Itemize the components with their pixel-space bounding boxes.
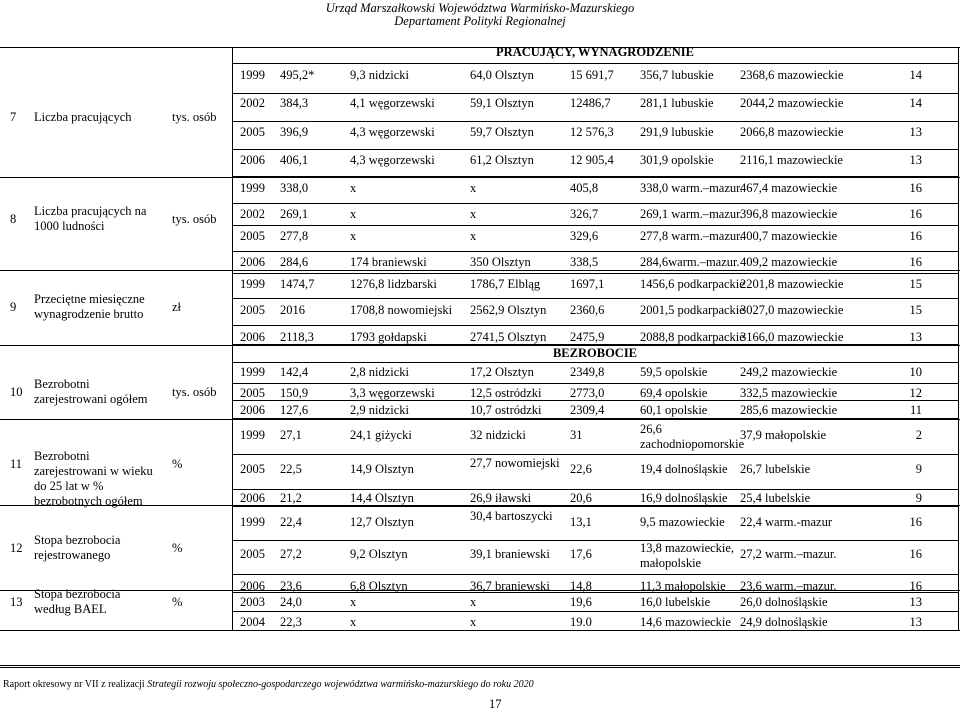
max-county-cell: x <box>470 229 477 243</box>
value-cell: 1474,7 <box>280 277 315 291</box>
min-voivodeship-cell: 281,1 lubuskie <box>640 96 714 110</box>
indicator-number: 13 <box>10 595 23 609</box>
rank-cell: 16 <box>909 255 922 269</box>
row-rule <box>232 176 958 177</box>
value-cell: 142,4 <box>280 365 309 379</box>
min-voivodeship-cell: 16,0 lubelskie <box>640 595 711 609</box>
max-county-cell: 32 nidzicki <box>470 428 526 442</box>
max-county-cell: 30,4 bartoszycki <box>470 509 553 523</box>
min-county-cell: 1708,8 nowomiejski <box>350 303 453 317</box>
min-county-cell: x <box>350 595 357 609</box>
value-cell: 406,1 <box>280 153 309 167</box>
poland-cell: 2309,4 <box>570 403 605 417</box>
indicator-number: 10 <box>10 385 23 399</box>
max-voivodeship-cell: 25,4 lubelskie <box>740 491 811 505</box>
min-voivodeship-cell: 14,6 mazowieckie <box>640 615 731 629</box>
min-county-cell: x <box>350 615 357 629</box>
grid-left-border <box>232 47 233 630</box>
indicator-number: 8 <box>10 212 17 226</box>
min-voivodeship-cell: 277,8 warm.–mazur. <box>640 229 743 243</box>
max-voivodeship-cell: 24,9 dolnośląskie <box>740 615 828 629</box>
row-rule <box>232 149 958 150</box>
year-cell: 2005 <box>240 462 265 476</box>
max-voivodeship-cell: 400,7 mazowieckie <box>740 229 838 243</box>
rank-cell: 10 <box>909 365 922 379</box>
max-county-cell: 10,7 ostródzki <box>470 403 542 417</box>
max-voivodeship-cell: 2116,1 mazowieckie <box>740 153 843 167</box>
section-title-rule <box>232 362 958 363</box>
indicator-name: Bezrobotni zarejestrowani w wieku do 25 lat w % bezrobotnych ogółem <box>34 449 153 508</box>
rank-cell: 15 <box>909 277 922 291</box>
max-county-cell: 61,2 Olsztyn <box>470 153 534 167</box>
poland-cell: 2475,9 <box>570 330 605 344</box>
max-voivodeship-cell: 2044,2 mazowieckie <box>740 96 844 110</box>
year-cell: 1999 <box>240 181 265 195</box>
poland-cell: 405,8 <box>570 181 599 195</box>
indicator-separator <box>0 345 960 346</box>
max-county-cell: 1786,7 Elbląg <box>470 277 541 291</box>
rank-cell: 13 <box>909 330 922 344</box>
row-rule <box>232 383 958 384</box>
row-rule <box>232 93 958 94</box>
min-voivodeship-cell: 13,8 mazowieckie, małopolskie <box>640 541 735 570</box>
value-cell: 284,6 <box>280 255 309 269</box>
page-bottom-rule <box>0 667 960 668</box>
poland-cell: 12 905,4 <box>570 153 614 167</box>
year-cell: 2005 <box>240 547 265 561</box>
rank-cell: 13 <box>909 615 922 629</box>
year-cell: 1999 <box>240 277 265 291</box>
poland-cell: 2360,6 <box>570 303 605 317</box>
value-cell: 384,3 <box>280 96 309 110</box>
row-rule <box>232 273 958 274</box>
max-voivodeship-cell: 332,5 mazowieckie <box>740 386 838 400</box>
year-cell: 2006 <box>240 579 265 593</box>
min-voivodeship-cell: 16,9 dolnośląskie <box>640 491 728 505</box>
max-voivodeship-cell: 3027,0 mazowieckie <box>740 303 844 317</box>
max-county-cell: 350 Olsztyn <box>470 255 531 269</box>
value-cell: 22,5 <box>280 462 302 476</box>
max-voivodeship-cell: 3166,0 mazowieckie <box>740 330 844 344</box>
rank-cell: 9 <box>915 462 922 476</box>
min-voivodeship-cell: 284,6warm.–mazur. <box>640 255 740 269</box>
row-rule <box>232 611 958 612</box>
header-office: Urząd Marszałkowski Województwa Warmińsko-Mazurskiego <box>325 1 635 15</box>
row-rule <box>232 489 958 490</box>
max-county-cell: 12,5 ostródzki <box>470 386 542 400</box>
year-cell: 2005 <box>240 386 265 400</box>
poland-cell: 329,6 <box>570 229 599 243</box>
year-cell: 1999 <box>240 68 265 82</box>
row-rule <box>232 203 958 204</box>
year-cell: 2006 <box>240 491 265 505</box>
row-rule <box>232 418 958 419</box>
rank-cell: 16 <box>909 547 922 561</box>
value-cell: 23,6 <box>280 579 302 593</box>
page-bottom-rule <box>0 665 960 666</box>
min-voivodeship-cell: 1456,6 podkarpackie <box>640 277 745 291</box>
min-voivodeship-cell: 26,6 zachodniopomorskie <box>640 422 745 451</box>
row-rule <box>232 540 958 541</box>
poland-cell: 12 576,3 <box>570 125 614 139</box>
indicator-name: Stopa bezrobocia rejestrowanego <box>34 533 121 562</box>
max-county-cell: 27,7 nowomiejski <box>470 456 560 470</box>
value-cell: 269,1 <box>280 207 309 221</box>
min-county-cell: x <box>350 207 357 221</box>
min-voivodeship-cell: 338,0 warm.–mazur. <box>640 181 743 195</box>
poland-cell: 2773,0 <box>570 386 605 400</box>
footer-strategy-title: Strategii rozwoju społeczno-gospodarczego województwa warmińsko-mazurskiego do roku 2020 <box>147 679 534 690</box>
indicator-separator <box>0 177 960 178</box>
rank-cell: 9 <box>915 491 922 505</box>
max-voivodeship-cell: 2368,6 mazowieckie <box>740 68 844 82</box>
poland-cell: 19,6 <box>570 595 592 609</box>
max-county-cell: x <box>470 615 477 629</box>
indicator-unit: % <box>172 541 183 555</box>
rank-cell: 14 <box>909 68 922 82</box>
poland-cell: 2349,8 <box>570 365 605 379</box>
indicator-unit: % <box>172 457 183 471</box>
min-voivodeship-cell: 69,4 opolskie <box>640 386 708 400</box>
poland-cell: 20,6 <box>570 491 592 505</box>
value-cell: 127,6 <box>280 403 309 417</box>
indicator-unit: tys. osób <box>172 110 217 124</box>
min-voivodeship-cell: 2088,8 podkarpackie <box>640 330 745 344</box>
year-cell: 2002 <box>240 96 265 110</box>
max-county-cell: 64,0 Olsztyn <box>470 68 534 82</box>
min-voivodeship-cell: 9,5 mazowieckie <box>640 515 725 529</box>
value-cell: 27,2 <box>280 547 302 561</box>
min-county-cell: 174 braniewski <box>350 255 427 269</box>
max-voivodeship-cell: 37,9 małopolskie <box>740 428 827 442</box>
min-county-cell: 14,4 Olsztyn <box>350 491 414 505</box>
min-voivodeship-cell: 269,1 warm.–mazur. <box>640 207 743 221</box>
year-cell: 2004 <box>240 615 265 629</box>
rank-cell: 12 <box>909 386 922 400</box>
max-county-cell: 2741,5 Olsztyn <box>470 330 547 344</box>
rank-cell: 15 <box>909 303 922 317</box>
value-cell: 2118,3 <box>280 330 314 344</box>
rank-cell: 2 <box>915 428 922 442</box>
year-cell: 2005 <box>240 303 265 317</box>
indicator-name: Liczba pracujących <box>34 110 132 124</box>
min-county-cell: 1793 gołdapski <box>350 330 427 344</box>
poland-cell: 19.0 <box>570 615 592 629</box>
min-county-cell: 24,1 giżycki <box>350 428 412 442</box>
indicator-unit: % <box>172 595 183 609</box>
year-cell: 1999 <box>240 515 265 529</box>
min-county-cell: 4,3 węgorzewski <box>350 153 435 167</box>
value-cell: 24,0 <box>280 595 302 609</box>
value-cell: 27,1 <box>280 428 302 442</box>
max-voivodeship-cell: 396,8 mazowieckie <box>740 207 838 221</box>
max-voivodeship-cell: 23,6 warm.–mazur. <box>740 579 837 593</box>
max-voivodeship-cell: 467,4 mazowieckie <box>740 181 838 195</box>
min-voivodeship-cell: 301,9 opolskie <box>640 153 714 167</box>
min-county-cell: 6,8 Olsztyn <box>350 579 408 593</box>
max-county-cell: x <box>470 207 477 221</box>
indicator-name: Liczba pracujących na 1000 ludności <box>34 204 147 233</box>
indicator-name: Stopa bezrobocia według BAEL <box>34 587 121 616</box>
value-cell: 277,8 <box>280 229 309 243</box>
poland-cell: 326,7 <box>570 207 599 221</box>
poland-cell: 13,1 <box>570 515 592 529</box>
poland-cell: 31 <box>570 428 583 442</box>
min-voivodeship-cell: 291,9 lubuskie <box>640 125 714 139</box>
min-voivodeship-cell: 11,3 małopolskie <box>640 579 726 593</box>
section-title-rule <box>232 63 958 64</box>
indicator-number: 12 <box>10 541 23 555</box>
min-county-cell: 3,3 węgorzewski <box>350 386 435 400</box>
rank-cell: 16 <box>909 515 922 529</box>
max-county-cell: 2562,9 Olsztyn <box>470 303 547 317</box>
rank-cell: 16 <box>909 579 922 593</box>
max-county-cell: x <box>470 181 477 195</box>
max-county-cell: x <box>470 595 477 609</box>
indicator-number: 9 <box>10 300 17 314</box>
max-voivodeship-cell: 26,0 dolnośląskie <box>740 595 828 609</box>
rank-cell: 16 <box>909 207 922 221</box>
indicator-separator <box>0 270 960 271</box>
value-cell: 22,4 <box>280 515 302 529</box>
year-cell: 2002 <box>240 207 265 221</box>
min-voivodeship-cell: 60,1 opolskie <box>640 403 708 417</box>
year-cell: 2005 <box>240 125 265 139</box>
value-cell: 2016 <box>280 303 305 317</box>
year-cell: 1999 <box>240 365 265 379</box>
max-county-cell: 26,9 iławski <box>470 491 532 505</box>
page-number: 17 <box>489 697 502 711</box>
row-rule <box>232 225 958 226</box>
value-cell: 396,9 <box>280 125 309 139</box>
max-voivodeship-cell: 2201,8 mazowieckie <box>740 277 844 291</box>
indicator-unit: tys. osób <box>172 385 217 399</box>
year-cell: 1999 <box>240 428 265 442</box>
year-cell: 2005 <box>240 229 265 243</box>
indicator-unit: tys. osób <box>172 212 217 226</box>
poland-cell: 17,6 <box>570 547 592 561</box>
poland-cell: 12486,7 <box>570 96 611 110</box>
min-county-cell: 4,1 węgorzewski <box>350 96 435 110</box>
min-voivodeship-cell: 19,4 dolnośląskie <box>640 462 728 476</box>
year-cell: 2003 <box>240 595 265 609</box>
rank-cell: 13 <box>909 153 922 167</box>
max-county-cell: 39,1 braniewski <box>470 547 550 561</box>
poland-cell: 338,5 <box>570 255 599 269</box>
min-county-cell: 12,7 Olsztyn <box>350 515 414 529</box>
grid-right-border <box>958 47 959 630</box>
indicator-separator <box>0 419 960 420</box>
row-rule <box>232 506 958 507</box>
section-title-employment: PRACUJĄCY, WYNAGRODZENIE <box>496 45 694 59</box>
indicator-separator <box>0 630 960 631</box>
max-county-cell: 36,7 braniewski <box>470 579 550 593</box>
rank-cell: 16 <box>909 229 922 243</box>
row-rule <box>232 298 958 299</box>
row-rule <box>232 251 958 252</box>
value-cell: 150,9 <box>280 386 309 400</box>
indicator-number: 7 <box>10 110 17 124</box>
min-county-cell: 2,8 nidzicki <box>350 365 410 379</box>
section-title-unemployment: BEZROBOCIE <box>552 346 638 360</box>
indicator-unit: zł <box>172 300 182 314</box>
poland-cell: 1697,1 <box>570 277 605 291</box>
poland-cell: 14,8 <box>570 579 592 593</box>
rank-cell: 14 <box>909 96 922 110</box>
poland-cell: 15 691,7 <box>570 68 614 82</box>
row-rule <box>232 574 958 575</box>
row-rule <box>232 325 958 326</box>
min-county-cell: 14,9 Olsztyn <box>350 462 414 476</box>
min-county-cell: 1276,8 lidzbarski <box>350 277 437 291</box>
min-county-cell: 2,9 nidzicki <box>350 403 410 417</box>
year-cell: 2006 <box>240 330 265 344</box>
row-rule <box>232 454 958 455</box>
max-voivodeship-cell: 285,6 mazowieckie <box>740 403 838 417</box>
value-cell: 338,0 <box>280 181 309 195</box>
value-cell: 495,2* <box>280 68 315 82</box>
indicator-name: Przeciętne miesięczne wynagrodzenie brutto <box>34 292 145 321</box>
report-footer <box>3 679 534 690</box>
footer-prefix: Raport okresowy nr VII z realizacji <box>3 679 148 690</box>
max-voivodeship-cell: 27,2 warm.–mazur. <box>740 547 837 561</box>
max-voivodeship-cell: 409,2 mazowieckie <box>740 255 838 269</box>
year-cell: 2006 <box>240 153 265 167</box>
row-rule <box>232 592 958 593</box>
rank-cell: 11 <box>909 403 922 417</box>
min-county-cell: x <box>350 229 357 243</box>
max-county-cell: 17,2 Olsztyn <box>470 365 534 379</box>
min-voivodeship-cell: 59,5 opolskie <box>640 365 708 379</box>
min-county-cell: 9,2 Olsztyn <box>350 547 408 561</box>
max-voivodeship-cell: 22,4 warm.-mazur <box>740 515 832 529</box>
max-voivodeship-cell: 249,2 mazowieckie <box>740 365 838 379</box>
min-county-cell: 4,3 węgorzewski <box>350 125 435 139</box>
max-voivodeship-cell: 2066,8 mazowieckie <box>740 125 844 139</box>
max-county-cell: 59,7 Olsztyn <box>470 125 534 139</box>
year-cell: 2006 <box>240 403 265 417</box>
year-cell: 2006 <box>240 255 265 269</box>
value-cell: 21,2 <box>280 491 302 505</box>
value-cell: 22,3 <box>280 615 302 629</box>
min-voivodeship-cell: 356,7 lubuskie <box>640 68 714 82</box>
min-county-cell: x <box>350 181 357 195</box>
rank-cell: 13 <box>909 595 922 609</box>
min-voivodeship-cell: 2001,5 podkarpackie <box>640 303 745 317</box>
min-county-cell: 9,3 nidzicki <box>350 68 410 82</box>
indicator-name: Bezrobotni zarejestrowani ogółem <box>34 377 148 406</box>
indicator-number: 11 <box>10 457 23 471</box>
max-voivodeship-cell: 26,7 lubelskie <box>740 462 811 476</box>
row-rule <box>232 121 958 122</box>
rank-cell: 13 <box>909 125 922 139</box>
max-county-cell: 59,1 Olsztyn <box>470 96 534 110</box>
rank-cell: 16 <box>909 181 922 195</box>
header-department: Departament Polityki Regionalnej <box>394 14 566 28</box>
poland-cell: 22,6 <box>570 462 592 476</box>
